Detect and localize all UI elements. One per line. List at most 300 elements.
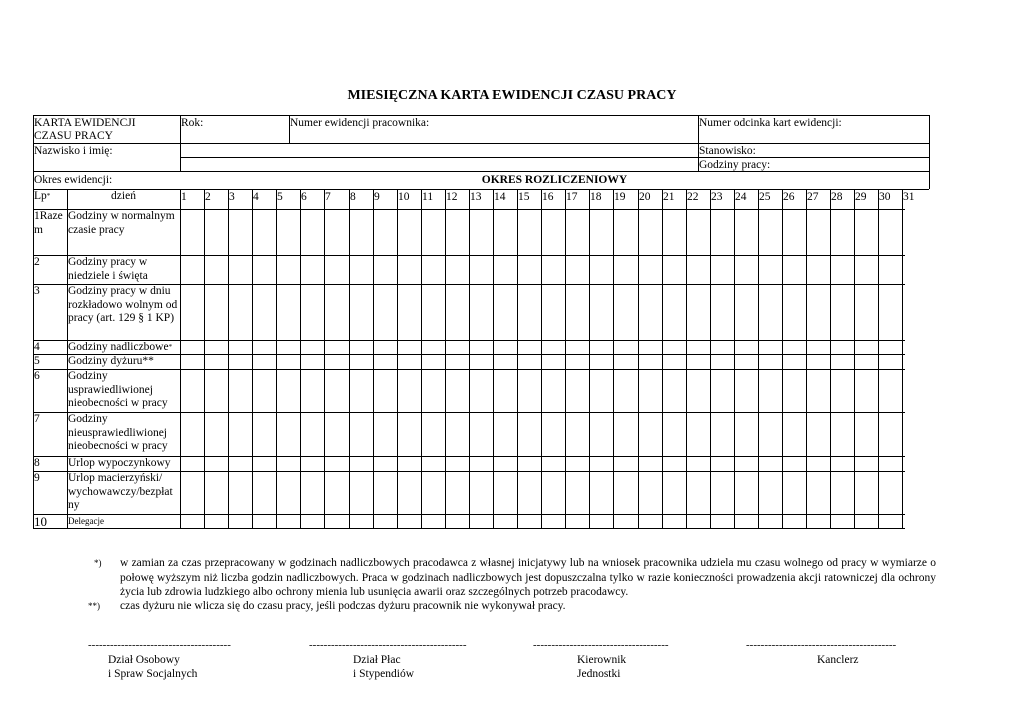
day-entry-cell[interactable] (398, 515, 421, 528)
day-entry-cell[interactable] (855, 457, 878, 471)
day-entry-cell[interactable] (831, 355, 854, 369)
day-entry-cell[interactable] (855, 355, 878, 369)
day-entry-cell[interactable] (325, 210, 348, 255)
day-entry-cell[interactable] (470, 457, 493, 471)
day-entry-cell[interactable] (759, 341, 782, 354)
day-entry-cell[interactable] (446, 341, 469, 354)
day-entry-cell[interactable] (614, 256, 637, 284)
day-entry-cell[interactable] (807, 413, 830, 456)
day-entry-cell[interactable] (807, 341, 830, 354)
day-entry-cell[interactable] (903, 341, 926, 354)
day-entry-cell[interactable] (350, 457, 373, 471)
day-entry-cell[interactable] (398, 472, 421, 514)
day-entry-cell[interactable] (831, 210, 854, 255)
day-entry-cell[interactable] (398, 413, 421, 456)
day-entry-cell[interactable] (374, 515, 397, 528)
day-entry-cell[interactable] (590, 472, 613, 514)
day-entry-cell[interactable] (855, 472, 878, 514)
day-entry-cell[interactable] (325, 256, 348, 284)
day-entry-cell[interactable] (542, 256, 565, 284)
day-entry-cell[interactable] (542, 341, 565, 354)
day-entry-cell[interactable] (205, 370, 228, 412)
day-entry-cell[interactable] (879, 256, 902, 284)
day-entry-cell[interactable] (903, 210, 926, 255)
day-entry-cell[interactable] (879, 413, 902, 456)
day-entry-cell[interactable] (879, 457, 902, 471)
day-entry-cell[interactable] (783, 210, 806, 255)
day-entry-cell[interactable] (470, 370, 493, 412)
day-entry-cell[interactable] (181, 413, 204, 456)
day-entry-cell[interactable] (711, 413, 734, 456)
day-entry-cell[interactable] (735, 472, 758, 514)
day-entry-cell[interactable] (807, 370, 830, 412)
day-entry-cell[interactable] (783, 413, 806, 456)
day-entry-cell[interactable] (374, 457, 397, 471)
day-entry-cell[interactable] (711, 210, 734, 255)
day-entry-cell[interactable] (687, 457, 710, 471)
day-entry-cell[interactable] (277, 256, 300, 284)
day-entry-cell[interactable] (422, 413, 445, 456)
day-entry-cell[interactable] (831, 285, 854, 340)
day-entry-cell[interactable] (253, 341, 276, 354)
day-entry-cell[interactable] (590, 210, 613, 255)
day-entry-cell[interactable] (711, 341, 734, 354)
day-entry-cell[interactable] (735, 210, 758, 255)
day-entry-cell[interactable] (663, 355, 686, 369)
day-entry-cell[interactable] (398, 457, 421, 471)
day-entry-cell[interactable] (277, 457, 300, 471)
day-entry-cell[interactable] (301, 256, 324, 284)
day-entry-cell[interactable] (542, 210, 565, 255)
day-entry-cell[interactable] (350, 256, 373, 284)
day-entry-cell[interactable] (253, 472, 276, 514)
day-entry-cell[interactable] (470, 515, 493, 528)
day-entry-cell[interactable] (253, 413, 276, 456)
day-entry-cell[interactable] (759, 472, 782, 514)
day-entry-cell[interactable] (205, 515, 228, 528)
day-entry-cell[interactable] (422, 341, 445, 354)
day-entry-cell[interactable] (879, 515, 902, 528)
day-entry-cell[interactable] (735, 457, 758, 471)
day-entry-cell[interactable] (687, 515, 710, 528)
day-entry-cell[interactable] (783, 515, 806, 528)
day-entry-cell[interactable] (325, 472, 348, 514)
day-entry-cell[interactable] (663, 285, 686, 340)
day-entry-cell[interactable] (325, 355, 348, 369)
day-entry-cell[interactable] (831, 457, 854, 471)
day-entry-cell[interactable] (229, 515, 252, 528)
day-entry-cell[interactable] (663, 457, 686, 471)
day-entry-cell[interactable] (663, 341, 686, 354)
day-entry-cell[interactable] (783, 370, 806, 412)
day-entry-cell[interactable] (518, 256, 541, 284)
day-entry-cell[interactable] (566, 285, 589, 340)
day-entry-cell[interactable] (759, 285, 782, 340)
day-entry-cell[interactable] (470, 285, 493, 340)
day-entry-cell[interactable] (494, 256, 517, 284)
day-entry-cell[interactable] (398, 355, 421, 369)
day-entry-cell[interactable] (205, 210, 228, 255)
day-entry-cell[interactable] (229, 457, 252, 471)
day-entry-cell[interactable] (687, 256, 710, 284)
day-entry-cell[interactable] (687, 285, 710, 340)
day-entry-cell[interactable] (277, 341, 300, 354)
day-entry-cell[interactable] (783, 457, 806, 471)
day-entry-cell[interactable] (494, 472, 517, 514)
day-entry-cell[interactable] (325, 370, 348, 412)
day-entry-cell[interactable] (422, 515, 445, 528)
day-entry-cell[interactable] (350, 355, 373, 369)
day-entry-cell[interactable] (663, 472, 686, 514)
day-entry-cell[interactable] (446, 210, 469, 255)
day-entry-cell[interactable] (181, 341, 204, 354)
day-entry-cell[interactable] (614, 370, 637, 412)
day-entry-cell[interactable] (614, 413, 637, 456)
day-entry-cell[interactable] (590, 285, 613, 340)
day-entry-cell[interactable] (879, 472, 902, 514)
day-entry-cell[interactable] (566, 256, 589, 284)
day-entry-cell[interactable] (446, 285, 469, 340)
day-entry-cell[interactable] (807, 256, 830, 284)
day-entry-cell[interactable] (735, 341, 758, 354)
day-entry-cell[interactable] (831, 341, 854, 354)
day-entry-cell[interactable] (590, 355, 613, 369)
day-entry-cell[interactable] (350, 341, 373, 354)
day-entry-cell[interactable] (253, 515, 276, 528)
day-entry-cell[interactable] (542, 355, 565, 369)
day-entry-cell[interactable] (301, 341, 324, 354)
day-entry-cell[interactable] (494, 355, 517, 369)
day-entry-cell[interactable] (181, 256, 204, 284)
day-entry-cell[interactable] (663, 256, 686, 284)
day-entry-cell[interactable] (639, 413, 662, 456)
day-entry-cell[interactable] (807, 285, 830, 340)
day-entry-cell[interactable] (374, 472, 397, 514)
day-entry-cell[interactable] (446, 370, 469, 412)
day-entry-cell[interactable] (566, 355, 589, 369)
day-entry-cell[interactable] (518, 413, 541, 456)
day-entry-cell[interactable] (542, 413, 565, 456)
day-entry-cell[interactable] (494, 413, 517, 456)
day-entry-cell[interactable] (735, 285, 758, 340)
day-entry-cell[interactable] (590, 256, 613, 284)
day-entry-cell[interactable] (181, 472, 204, 514)
day-entry-cell[interactable] (759, 256, 782, 284)
day-entry-cell[interactable] (398, 256, 421, 284)
day-entry-cell[interactable] (229, 413, 252, 456)
day-entry-cell[interactable] (614, 285, 637, 340)
day-entry-cell[interactable] (639, 370, 662, 412)
day-entry-cell[interactable] (277, 210, 300, 255)
day-entry-cell[interactable] (422, 355, 445, 369)
day-entry-cell[interactable] (350, 370, 373, 412)
day-entry-cell[interactable] (855, 285, 878, 340)
day-entry-cell[interactable] (879, 370, 902, 412)
day-entry-cell[interactable] (518, 210, 541, 255)
day-entry-cell[interactable] (446, 256, 469, 284)
day-entry-cell[interactable] (639, 515, 662, 528)
day-entry-cell[interactable] (783, 285, 806, 340)
day-entry-cell[interactable] (518, 355, 541, 369)
day-entry-cell[interactable] (711, 256, 734, 284)
day-entry-cell[interactable] (205, 355, 228, 369)
day-entry-cell[interactable] (350, 285, 373, 340)
day-entry-cell[interactable] (470, 472, 493, 514)
day-entry-cell[interactable] (879, 355, 902, 369)
day-entry-cell[interactable] (494, 210, 517, 255)
day-entry-cell[interactable] (301, 413, 324, 456)
day-entry-cell[interactable] (735, 515, 758, 528)
day-entry-cell[interactable] (711, 472, 734, 514)
day-entry-cell[interactable] (542, 515, 565, 528)
day-entry-cell[interactable] (229, 355, 252, 369)
day-entry-cell[interactable] (301, 355, 324, 369)
day-entry-cell[interactable] (542, 370, 565, 412)
day-entry-cell[interactable] (687, 341, 710, 354)
day-entry-cell[interactable] (614, 457, 637, 471)
day-entry-cell[interactable] (422, 285, 445, 340)
day-entry-cell[interactable] (181, 210, 204, 255)
day-entry-cell[interactable] (759, 457, 782, 471)
day-entry-cell[interactable] (590, 457, 613, 471)
day-entry-cell[interactable] (711, 457, 734, 471)
day-entry-cell[interactable] (253, 285, 276, 340)
day-entry-cell[interactable] (783, 341, 806, 354)
day-entry-cell[interactable] (350, 413, 373, 456)
day-entry-cell[interactable] (759, 515, 782, 528)
day-entry-cell[interactable] (446, 515, 469, 528)
day-entry-cell[interactable] (205, 413, 228, 456)
day-entry-cell[interactable] (205, 472, 228, 514)
day-entry-cell[interactable] (277, 370, 300, 412)
day-entry-cell[interactable] (614, 341, 637, 354)
day-entry-cell[interactable] (735, 256, 758, 284)
day-entry-cell[interactable] (325, 341, 348, 354)
day-entry-cell[interactable] (879, 285, 902, 340)
day-entry-cell[interactable] (422, 210, 445, 255)
day-entry-cell[interactable] (253, 457, 276, 471)
day-entry-cell[interactable] (807, 457, 830, 471)
day-entry-cell[interactable] (518, 285, 541, 340)
day-entry-cell[interactable] (687, 472, 710, 514)
day-entry-cell[interactable] (855, 413, 878, 456)
day-entry-cell[interactable] (301, 370, 324, 412)
day-entry-cell[interactable] (398, 341, 421, 354)
day-entry-cell[interactable] (831, 472, 854, 514)
day-entry-cell[interactable] (663, 413, 686, 456)
day-entry-cell[interactable] (325, 457, 348, 471)
day-entry-cell[interactable] (711, 515, 734, 528)
day-entry-cell[interactable] (181, 285, 204, 340)
day-entry-cell[interactable] (494, 457, 517, 471)
day-entry-cell[interactable] (181, 370, 204, 412)
day-entry-cell[interactable] (639, 341, 662, 354)
day-entry-cell[interactable] (325, 285, 348, 340)
day-entry-cell[interactable] (711, 285, 734, 340)
day-entry-cell[interactable] (590, 341, 613, 354)
day-entry-cell[interactable] (735, 413, 758, 456)
day-entry-cell[interactable] (205, 256, 228, 284)
day-entry-cell[interactable] (470, 413, 493, 456)
day-entry-cell[interactable] (181, 457, 204, 471)
day-entry-cell[interactable] (398, 370, 421, 412)
day-entry-cell[interactable] (879, 341, 902, 354)
day-entry-cell[interactable] (639, 285, 662, 340)
day-entry-cell[interactable] (807, 210, 830, 255)
day-entry-cell[interactable] (277, 515, 300, 528)
day-entry-cell[interactable] (614, 210, 637, 255)
day-entry-cell[interactable] (470, 210, 493, 255)
day-entry-cell[interactable] (374, 285, 397, 340)
day-entry-cell[interactable] (518, 515, 541, 528)
day-entry-cell[interactable] (398, 285, 421, 340)
day-entry-cell[interactable] (374, 413, 397, 456)
day-entry-cell[interactable] (879, 210, 902, 255)
day-entry-cell[interactable] (903, 472, 926, 514)
day-entry-cell[interactable] (566, 472, 589, 514)
day-entry-cell[interactable] (759, 355, 782, 369)
day-entry-cell[interactable] (639, 256, 662, 284)
day-entry-cell[interactable] (566, 341, 589, 354)
day-entry-cell[interactable] (350, 210, 373, 255)
day-entry-cell[interactable] (277, 413, 300, 456)
day-entry-cell[interactable] (205, 457, 228, 471)
day-entry-cell[interactable] (663, 370, 686, 412)
day-entry-cell[interactable] (807, 355, 830, 369)
day-entry-cell[interactable] (494, 285, 517, 340)
day-entry-cell[interactable] (181, 355, 204, 369)
day-entry-cell[interactable] (277, 285, 300, 340)
day-entry-cell[interactable] (253, 355, 276, 369)
day-entry-cell[interactable] (639, 457, 662, 471)
day-entry-cell[interactable] (374, 210, 397, 255)
day-entry-cell[interactable] (325, 413, 348, 456)
day-entry-cell[interactable] (566, 370, 589, 412)
day-entry-cell[interactable] (446, 413, 469, 456)
day-entry-cell[interactable] (831, 370, 854, 412)
day-entry-cell[interactable] (807, 515, 830, 528)
day-entry-cell[interactable] (470, 355, 493, 369)
day-entry-cell[interactable] (181, 515, 204, 528)
day-entry-cell[interactable] (759, 370, 782, 412)
day-entry-cell[interactable] (783, 355, 806, 369)
day-entry-cell[interactable] (446, 472, 469, 514)
day-entry-cell[interactable] (903, 256, 926, 284)
day-entry-cell[interactable] (398, 210, 421, 255)
day-entry-cell[interactable] (590, 370, 613, 412)
day-entry-cell[interactable] (350, 472, 373, 514)
day-entry-cell[interactable] (325, 515, 348, 528)
day-entry-cell[interactable] (566, 515, 589, 528)
day-entry-cell[interactable] (301, 285, 324, 340)
day-entry-cell[interactable] (518, 457, 541, 471)
day-entry-cell[interactable] (614, 472, 637, 514)
day-entry-cell[interactable] (735, 370, 758, 412)
day-entry-cell[interactable] (446, 355, 469, 369)
day-entry-cell[interactable] (903, 285, 926, 340)
day-entry-cell[interactable] (903, 355, 926, 369)
day-entry-cell[interactable] (277, 472, 300, 514)
day-entry-cell[interactable] (566, 457, 589, 471)
day-entry-cell[interactable] (253, 256, 276, 284)
day-entry-cell[interactable] (903, 370, 926, 412)
day-entry-cell[interactable] (831, 515, 854, 528)
day-entry-cell[interactable] (422, 457, 445, 471)
day-entry-cell[interactable] (831, 256, 854, 284)
day-entry-cell[interactable] (422, 472, 445, 514)
day-entry-cell[interactable] (205, 285, 228, 340)
day-entry-cell[interactable] (566, 413, 589, 456)
day-entry-cell[interactable] (374, 256, 397, 284)
day-entry-cell[interactable] (518, 370, 541, 412)
day-entry-cell[interactable] (759, 413, 782, 456)
day-entry-cell[interactable] (711, 355, 734, 369)
day-entry-cell[interactable] (422, 256, 445, 284)
day-entry-cell[interactable] (205, 341, 228, 354)
day-entry-cell[interactable] (663, 210, 686, 255)
day-entry-cell[interactable] (855, 370, 878, 412)
day-entry-cell[interactable] (903, 413, 926, 456)
day-entry-cell[interactable] (735, 355, 758, 369)
day-entry-cell[interactable] (639, 210, 662, 255)
day-entry-cell[interactable] (783, 256, 806, 284)
day-entry-cell[interactable] (350, 515, 373, 528)
day-entry-cell[interactable] (301, 457, 324, 471)
day-entry-cell[interactable] (831, 413, 854, 456)
day-entry-cell[interactable] (711, 370, 734, 412)
day-entry-cell[interactable] (229, 370, 252, 412)
day-entry-cell[interactable] (590, 413, 613, 456)
day-entry-cell[interactable] (759, 210, 782, 255)
day-entry-cell[interactable] (374, 341, 397, 354)
day-entry-cell[interactable] (903, 515, 926, 528)
day-entry-cell[interactable] (470, 341, 493, 354)
day-entry-cell[interactable] (301, 210, 324, 255)
day-entry-cell[interactable] (494, 515, 517, 528)
day-entry-cell[interactable] (639, 355, 662, 369)
day-entry-cell[interactable] (542, 457, 565, 471)
day-entry-cell[interactable] (903, 457, 926, 471)
day-entry-cell[interactable] (253, 370, 276, 412)
day-entry-cell[interactable] (855, 341, 878, 354)
day-entry-cell[interactable] (494, 370, 517, 412)
day-entry-cell[interactable] (422, 370, 445, 412)
day-entry-cell[interactable] (518, 472, 541, 514)
day-entry-cell[interactable] (687, 413, 710, 456)
day-entry-cell[interactable] (566, 210, 589, 255)
day-entry-cell[interactable] (855, 210, 878, 255)
day-entry-cell[interactable] (542, 285, 565, 340)
day-entry-cell[interactable] (301, 515, 324, 528)
day-entry-cell[interactable] (229, 472, 252, 514)
day-entry-cell[interactable] (687, 370, 710, 412)
day-entry-cell[interactable] (855, 515, 878, 528)
day-entry-cell[interactable] (470, 256, 493, 284)
day-entry-cell[interactable] (277, 355, 300, 369)
day-entry-cell[interactable] (374, 370, 397, 412)
day-entry-cell[interactable] (783, 472, 806, 514)
day-entry-cell[interactable] (229, 341, 252, 354)
day-entry-cell[interactable] (614, 515, 637, 528)
day-entry-cell[interactable] (855, 256, 878, 284)
day-entry-cell[interactable] (807, 472, 830, 514)
day-entry-cell[interactable] (494, 341, 517, 354)
day-entry-cell[interactable] (374, 355, 397, 369)
day-entry-cell[interactable] (687, 210, 710, 255)
day-entry-cell[interactable] (253, 210, 276, 255)
day-entry-cell[interactable] (229, 285, 252, 340)
day-entry-cell[interactable] (542, 472, 565, 514)
